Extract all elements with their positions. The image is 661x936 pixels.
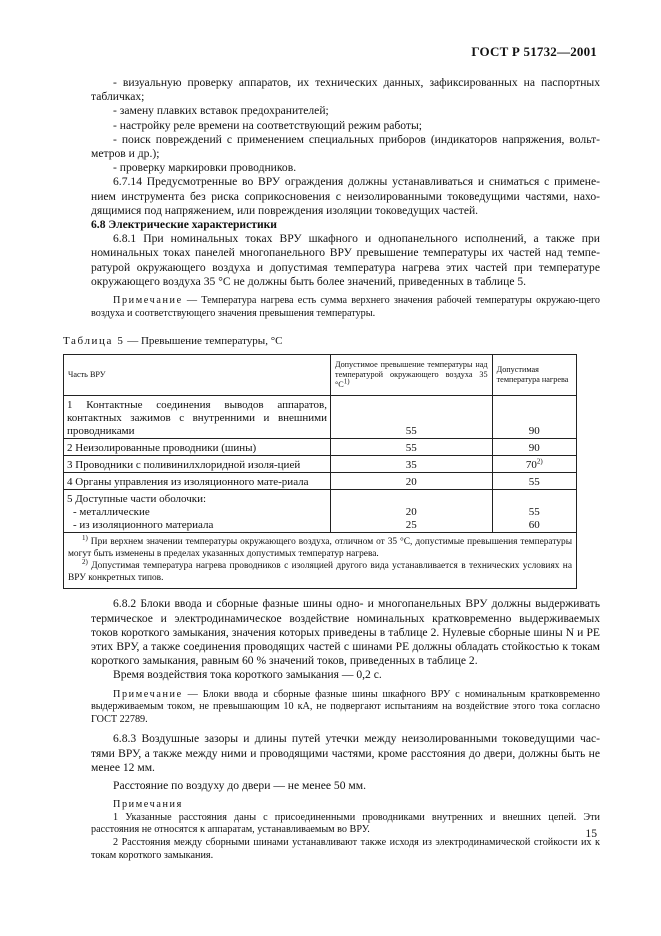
- paragraph-6-8-2: 6.8.2 Блоки ввода и сборные фазные шины одно- и многопанельных ВРУ должны выдерживать термическое и электродинамическое воздействие номинальных кратковременно выдерживаемых токов короткого замыкания, значения которых приведены в таблице 2. Нулевые сборные шины N и PE этих ВРУ, а также соединения проводящих частей с шинами PE должны обладать стойкостью к токам короткого замыкания, равным 60 % значений токов, приведенных в таблице 2.: [91, 597, 600, 668]
- table-caption: [63, 334, 600, 348]
- table-header-row: [64, 355, 577, 396]
- page-content: [63, 76, 600, 862]
- notes-item-2: 2 Расстояния между сборными шинами устанавливают также исходя из электродинамической стойкости их к токам короткого замыкания.: [91, 837, 600, 861]
- footnote-1-text: При верхнем значении температуры окружающего воздуха, отличном от 35 °С, допустимые превышения температуры могут быть изменены в пределах указанных допустимых температур нагрева.: [68, 537, 572, 560]
- footnote-2: [68, 560, 572, 584]
- temperature-table: [63, 354, 577, 589]
- table-caption-text: — Превышение температуры, °С: [124, 335, 283, 348]
- row-temp-sup: 2): [536, 457, 543, 466]
- table-row: [64, 439, 577, 456]
- table-row: [64, 456, 577, 473]
- bullet-item: - настройку реле времени на соответствующий режим работы;: [113, 118, 423, 132]
- row-temp-value: 90: [528, 425, 540, 438]
- paragraph-6-8-3: 6.8.3 Воздушные зазоры и длины путей утечки между неизолированными токоведущими час-тями ВРУ, а также между ними и проводящими частями, кроме расстояния до двери, должны быть не менее 12 мм.: [91, 732, 600, 774]
- row-5-title: 5 Доступные части оболочки:: [67, 493, 207, 506]
- bullet-item: - замену плавких вставок предохранителей;: [113, 104, 329, 118]
- paragraph-6-8-1: 6.8.1 При номинальных токах ВРУ шкафного и однопанельного исполнений, а также при номинальных токах панелей многопанельного ВРУ превышение температуры их частей над темпе-ратурой окружающего воздуха и допустимая температура нагрева этих частей при температуре окружающего воздуха 35 °С не должны быть более значений, приведенных в таблице 5.: [91, 232, 600, 288]
- row-5-sub-metal-temp: 55: [528, 506, 540, 519]
- page-number: 15: [585, 827, 597, 840]
- bullet-item: - поиск повреждений с применением специальных приборов (индикаторов напряжения, вольт-метров и др.);: [91, 132, 600, 161]
- row-temp: [492, 490, 576, 533]
- bullet-item: - визуальную проверку аппаратов, их технических данных, зафиксированных на паспортных табличках;: [91, 76, 600, 104]
- note-1-text: — Температура нагрева есть сумма верхнего значения рабочей температуры окружаю-щего воздуха и соответствующего значения превышения температуры.: [91, 295, 600, 319]
- table-row: [64, 396, 577, 439]
- note-1: [91, 295, 600, 320]
- header-rise-sup: 1): [343, 377, 350, 386]
- row-rise: [331, 490, 493, 533]
- spacer: [91, 589, 600, 597]
- footnote-1-mark: 1): [82, 534, 88, 543]
- row-5-sub-insulating-rise: 25: [405, 519, 417, 532]
- row-temp: [492, 439, 576, 456]
- footnote-2-mark: 2): [82, 558, 88, 567]
- note-2-label: Примечание: [113, 688, 183, 700]
- section-heading: [91, 218, 600, 232]
- table-row: [64, 490, 577, 533]
- row-part: 1 Контактные соединения выводов аппаратов, контактных зажимов с внутренними и внешними проводниками: [64, 396, 331, 439]
- row-5-sub-insulating: - из изоляционного материала: [73, 519, 214, 532]
- note-1-label: Примечание: [113, 295, 183, 307]
- document-header: ГОСТ Р 51732—2001: [471, 44, 597, 59]
- row-temp-value: 70: [525, 459, 537, 472]
- row-5-sub-metal-rise: 20: [405, 506, 417, 519]
- row-5-sub-insulating-temp: 60: [528, 519, 540, 532]
- note-2-text: — Блоки ввода и сборные фазные шины шкафного ВРУ с номинальным кратковременно выдерживаемым током, не превышающим 10 кА, не подвергают испытаниям на воздействие этого тока согласно ГОСТ 22789.: [91, 688, 600, 725]
- row-temp: [492, 396, 576, 439]
- row-temp: [492, 473, 576, 490]
- row-temp-value: 90: [528, 442, 540, 455]
- paragraph-time: Время воздействия тока короткого замыкания — 0,2 с.: [113, 668, 382, 682]
- row-5-sub-metal: - металлические: [73, 506, 150, 519]
- row-part: 3 Проводники с поливинилхлоридной изоля-цией: [64, 456, 331, 473]
- paragraph-6-7-14: 6.7.14 Предусмотренные во ВРУ ограждения должны устанавливаться и сниматься с примене-нием инструмента без риска соприкосновения с неизолированными токоведущими частями, нахо-дящимися под напряжением, или повреждения изоляции токоведущих частей.: [91, 175, 600, 217]
- table-footnotes-row: [64, 533, 577, 589]
- header-max-temp: Допустимая температура нагрева: [492, 355, 576, 396]
- bullet-item: - проверку маркировки проводников.: [113, 161, 297, 175]
- section-heading-text: 6.8 Электрические характеристики: [91, 218, 277, 232]
- row-rise: 20: [331, 473, 493, 490]
- notes-item-1: 1 Указанные расстояния даны с присоединенными проводниками внутренних и внешних цепей. Эти расстояния не относятся к аппаратам, устанавливаемым во ВРУ.: [91, 811, 600, 836]
- paragraph-door: Расстояние по воздуху до двери — не менее 50 мм.: [113, 779, 366, 793]
- table-footnotes: [64, 533, 577, 589]
- row-temp-value: 55: [528, 476, 540, 489]
- row-part: 2 Неизолированные проводники (шины): [64, 439, 331, 456]
- table-caption-label: Таблица 5: [63, 335, 125, 348]
- footnote-2-text: Допустимая температура нагрева проводников с изоляцией другого вида устанавливается в технических условиях на ВРУ конкретных типов.: [68, 561, 572, 584]
- row-part: 4 Органы управления из изоляционного мате-риала: [64, 473, 331, 490]
- row-rise: 55: [331, 439, 493, 456]
- header-rise-text: Допустимое превышение температуры над температурой окружающего воздуха 35 °С: [335, 360, 488, 390]
- table-row: [64, 473, 577, 490]
- header-rise: [331, 355, 493, 396]
- row-temp: [492, 456, 576, 473]
- footnote-1: [68, 536, 572, 560]
- header-part: Часть ВРУ: [64, 355, 331, 396]
- row-rise: 55: [331, 396, 493, 439]
- row-part: [64, 490, 331, 533]
- note-2: [91, 689, 600, 727]
- row-rise: 35: [331, 456, 493, 473]
- notes-label: Примечания: [113, 799, 183, 811]
